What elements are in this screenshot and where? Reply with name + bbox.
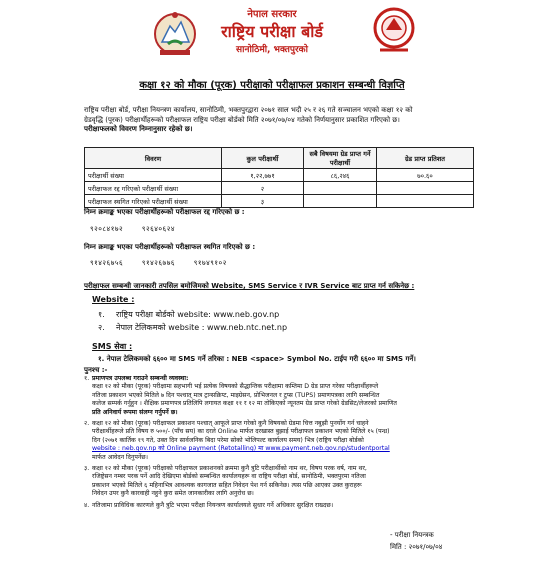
note-line: रजिष्ट्रेसन नम्बर परक पर्ने आदि देखिएमा बोर्डको सम्बन्धित कार्यालयहरू वा राष्ट्रिय परीक्षा बोर्ड, सानोठिमी, भक्तपुरमा नतिजा bbox=[92, 473, 366, 481]
note-line: कक्षा १२ को मौका (पूरक) परीक्षाफल प्रकाशन पश्चात् आफूले प्राप्त गरेको कुनै विषयको ग्रेडमा चित्त नबुझी पुनर्योग गर्न चाहने bbox=[92, 420, 369, 427]
cancelled-symbol-numbers bbox=[90, 225, 191, 234]
note-number: २. bbox=[84, 420, 90, 427]
note-line: कक्षा १२ को मौका (पूरक) परीक्षामा सहभागी भई प्रत्येक विषयको सैद्धान्तिक परीक्षामा कम्तिमा D ग्रेड प्राप्त गरेका परीक्षार्थीहरूले bbox=[92, 383, 379, 391]
table-cell bbox=[304, 182, 377, 195]
notice-title: कक्षा १२ को मौका (पूरक) परीक्षाको परीक्षाफल प्रकाशन सम्बन्धी विज्ञप्ति bbox=[139, 80, 405, 91]
note-line: कक्षा १२ को मौका (पूरक) परीक्षाको परीक्षाफल प्रकाशनको क्रममा कुनै त्रुटि परीक्षार्थीको नाम थर, विषय परक वर्ष, नाम थर, bbox=[92, 465, 367, 472]
website-item-number: २. bbox=[98, 323, 105, 332]
board-name: राष्ट्रिय परीक्षा बोर्ड bbox=[221, 22, 323, 41]
table-cell: ८६,२४६ bbox=[304, 169, 377, 182]
note-item bbox=[84, 420, 472, 462]
table-cell: ३ bbox=[222, 195, 304, 208]
note-item bbox=[84, 502, 472, 510]
note-line: नतिजा प्रकाशन भएको मितिले ७ दिन पश्चात् मात्र ट्रान्सक्रिप्ट, माइग्रेसन, प्रोभिजनल र टुप्स (TUPS) प्रमाणपत्रका लागि सम्बन्धित bbox=[92, 391, 380, 399]
sms-heading: SMS सेवा : bbox=[92, 342, 133, 351]
intro-line: ग्रेडवृद्धि (पूरक) परीक्षार्थीहरूको परीक्षाफल राष्ट्रिय परीक्षा बोर्डको मिति २०७१/०७/०४ गतेको निर्णयानुसार प्रकाशित गरिएको छ। bbox=[84, 115, 400, 124]
website-item-text[interactable]: राष्ट्रिय परीक्षा बोर्डको website: www.neb.gov.np bbox=[116, 310, 280, 319]
symbol-number: ९१७४९१०२ bbox=[193, 259, 227, 267]
table-cell: परीक्षाफल स्थगित गरिएको परीक्षार्थी संख्या bbox=[85, 195, 222, 208]
notes-heading: पुनश्च :- bbox=[84, 366, 108, 374]
table-header: सबै विषयमा ग्रेड प्राप्त गर्ने परीक्षार्थी bbox=[304, 148, 377, 169]
table-cell: १,२२,७७१ bbox=[222, 169, 304, 182]
table-cell bbox=[304, 195, 377, 208]
note-line: दिन (२०७१ कार्तिक १९ गते, उक्त दिन सार्वजनिक बिदा परेमा सोको भोलिपल्ट कार्यालय समय) भित्र (राष्ट्रिय परीक्षा बोर्डको bbox=[92, 436, 364, 444]
board-address: सानोठिमी, भक्तपुरको bbox=[236, 45, 308, 55]
table-cell bbox=[377, 195, 474, 208]
symbol-number: ९२६४०६२४ bbox=[141, 225, 175, 233]
note-number: ४. bbox=[84, 502, 90, 509]
website-heading: Website : bbox=[92, 295, 135, 304]
table-header: विवरण bbox=[85, 148, 222, 169]
note-line: प्रति अनिवार्य रूपमा संलग्न गर्नुपर्ने छ। bbox=[92, 408, 178, 416]
website-item[interactable] bbox=[98, 322, 287, 333]
intro-bold-line: परीक्षाफलको विवरण निम्नानुसार रहेको छ। bbox=[84, 125, 193, 133]
signer-title: - परीक्षा नियन्त्रक bbox=[390, 531, 434, 539]
intro-paragraph bbox=[84, 106, 470, 135]
table-cell: ७०.६० bbox=[377, 169, 474, 182]
table-cell: परीक्षाफल रद्द गरिएको परीक्षार्थी संख्या bbox=[85, 182, 222, 195]
intro-line: राष्ट्रिय परीक्षा बोर्ड, परीक्षा नियन्त्रण कार्यालय, सानोठिमी, भक्तपुरद्वारा २०७१ साल भदौ २५ र २६ गते सञ्चालन भएको कक्षा १२ को bbox=[84, 106, 413, 114]
note-item bbox=[84, 465, 472, 499]
table-header: कुल परीक्षार्थी bbox=[222, 148, 304, 169]
withheld-label: निम्न क्रमाङ्क भएका परीक्षार्थीहरूको परीक्षाफल स्थगित गरिएको छ : bbox=[84, 243, 256, 251]
info-line: परीक्षाफल सम्बन्धी जानकारी तपसिल बमोजिमको Website, SMS Service र IVR Service बाट प्राप्त गर्न सकिनेछ : bbox=[84, 282, 415, 290]
note-item bbox=[84, 375, 472, 417]
website-item-number: १. bbox=[98, 310, 105, 319]
cancelled-label: निम्न क्रमाङ्क भएका परीक्षार्थीहरूको परीक्षाफल रद्द गरिएको छ : bbox=[84, 208, 245, 216]
table-header: ग्रेड प्राप्त प्रतिशत bbox=[377, 148, 474, 169]
note-line: कलेज सम्पर्क गर्नुहुन । शैक्षिक प्रमाणपत्र प्रतिलिपि लगायत कक्षा ११ र १२ मा तोकिएको न्यूनतम ग्रेड प्राप्त गरेको ग्रेडसिट/लेजरको प्रमाणित bbox=[92, 400, 397, 408]
note-line: प्रमाणपत्र उपलब्ध गराउने सम्बन्धी व्यवस्था: bbox=[92, 375, 189, 382]
note-number: ३. bbox=[84, 465, 90, 472]
note-line: परीक्षार्थीहरूले प्रति विषय रु ५००/- (पाँच सय) का दरले Online मार्फत दरखास्त बुझाई परीक्षाफल प्रकाशन भएको मितिले १५ (पन्ध्र) bbox=[92, 428, 390, 436]
table-row bbox=[85, 195, 474, 208]
signer-date: मिति : २०७१/०७/०४ bbox=[390, 543, 443, 551]
table-row bbox=[85, 169, 474, 182]
note-number: १. bbox=[84, 375, 90, 382]
note-line: निवेदन उपर कुनै कारवाही नहुने कुरा समेत जानकारीका लागि अनुरोध छ। bbox=[92, 490, 254, 498]
website-item-text[interactable]: नेपाल टेलिकमको website : www.neb.ntc.net.np bbox=[116, 323, 288, 332]
symbol-number: ९१४२६७५६ bbox=[90, 259, 124, 267]
results-table bbox=[84, 147, 474, 208]
website-item[interactable] bbox=[98, 309, 279, 320]
sms-instruction: १. नेपाल टेलिकमको ६६०० मा SMS गर्ने तरिका : NEB <space> Symbol No. टाईप गरी ६६०० मा SMS गर्ने। bbox=[98, 355, 416, 363]
note-line: नतिजामा प्राविधिक कारणले कुनै त्रुटि भएमा परीक्षा नियन्त्रण कार्यालयले सुधार गर्ने अधिकार सुरक्षित राख्दछ। bbox=[92, 502, 334, 509]
table-row bbox=[85, 182, 474, 195]
table-header-row bbox=[85, 148, 474, 169]
note-line: मार्फत आवेदन दिनुपर्नेछ। bbox=[92, 453, 148, 461]
table-cell: परीक्षार्थी संख्या bbox=[85, 169, 222, 182]
note-line: प्रकाशन भएको मितिले ६ महिनाभित्र आवश्यक कागजात सहित निवेदन पेश गर्न सकिनेछ। त्यस पछि आएका उक्त कुराहरू bbox=[92, 481, 362, 489]
withheld-symbol-numbers bbox=[90, 259, 243, 268]
table-cell: २ bbox=[222, 182, 304, 195]
note-link-line[interactable]: website : neb.gov.np को Online payment (Retotalling) मा www.payment.neb.gov.np/studentportal bbox=[92, 445, 390, 453]
symbol-number: ९२०८४१७२ bbox=[90, 225, 124, 233]
table-cell bbox=[377, 182, 474, 195]
symbol-number: ९१४२६७७६ bbox=[141, 259, 175, 267]
government-name: नेपाल सरकार bbox=[247, 9, 297, 20]
